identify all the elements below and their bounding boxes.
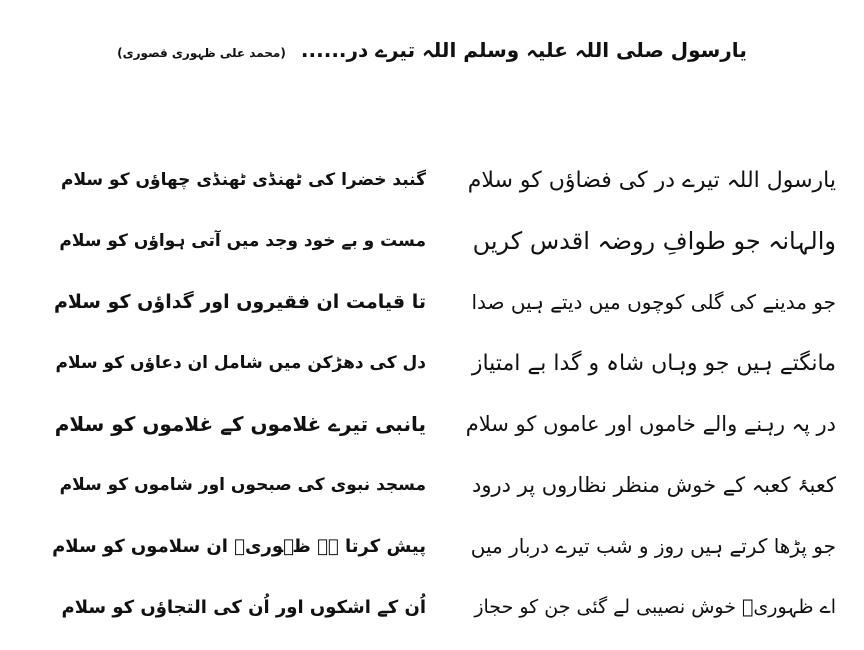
verse-line: والہانہ جو طوافِ روضہ اقدس کریں [472, 227, 836, 255]
verse-line: گنبد خضرا کی ٹھنڈی ٹھنڈی چھاؤں کو سلام [61, 170, 426, 190]
verse-line: اُن کے اشکوں اور اُن کی التجاؤں کو سلام [61, 597, 426, 618]
verse-line: مسجد نبوی کی صبحوں اور شاموں کو سلام [59, 475, 426, 495]
poem-title: یارسول صلی اللہ علیہ وسلم اللہ تیرے در...... [300, 38, 747, 62]
verse-line: دل کی دھڑکن میں شامل ان دعاؤں کو سلام [55, 353, 426, 373]
verse-line: جو پڑھا کرتے ہیں روز و شب تیرے دربار میں [470, 534, 836, 558]
verse-line: یارسول اللہ تیرے در کی فضاؤں کو سلام [467, 168, 836, 193]
poem-author: (محمد علی ظہوری قصوری) [117, 46, 286, 60]
poem-column-right [456, 150, 836, 638]
verse-line: یانبی تیرے غلاموں کے غلاموں کو سلام [54, 412, 426, 436]
verse-line: اے ظہوریؔ خوش نصیبی لے گئی جن کو حجاز [474, 596, 836, 618]
verse-line: پیش کرتا ہے ظہوریؔ ان سلاموں کو سلام [52, 536, 426, 557]
verse-line: مست و بے خود وجد میں آتی ہواؤں کو سلام [59, 231, 426, 251]
verse-line: در پہ رہنے والے خاموں اور عاموں کو سلام [465, 412, 836, 436]
verse-line: مانگتے ہیں جو وہاں شاہ و گدا بے امتیاز [471, 351, 836, 376]
verse-line: تا قیامت ان فقیروں اور گداؤں کو سلام [53, 291, 426, 313]
poem-header [0, 38, 864, 62]
poem-column-left [46, 150, 426, 638]
verse-line: جو مدینے کی گلی کوچوں میں دیتے ہیں صدا [471, 290, 836, 314]
verse-line: کعبۂ کعبہ کے خوش منظر نظاروں پر درود [471, 473, 836, 497]
